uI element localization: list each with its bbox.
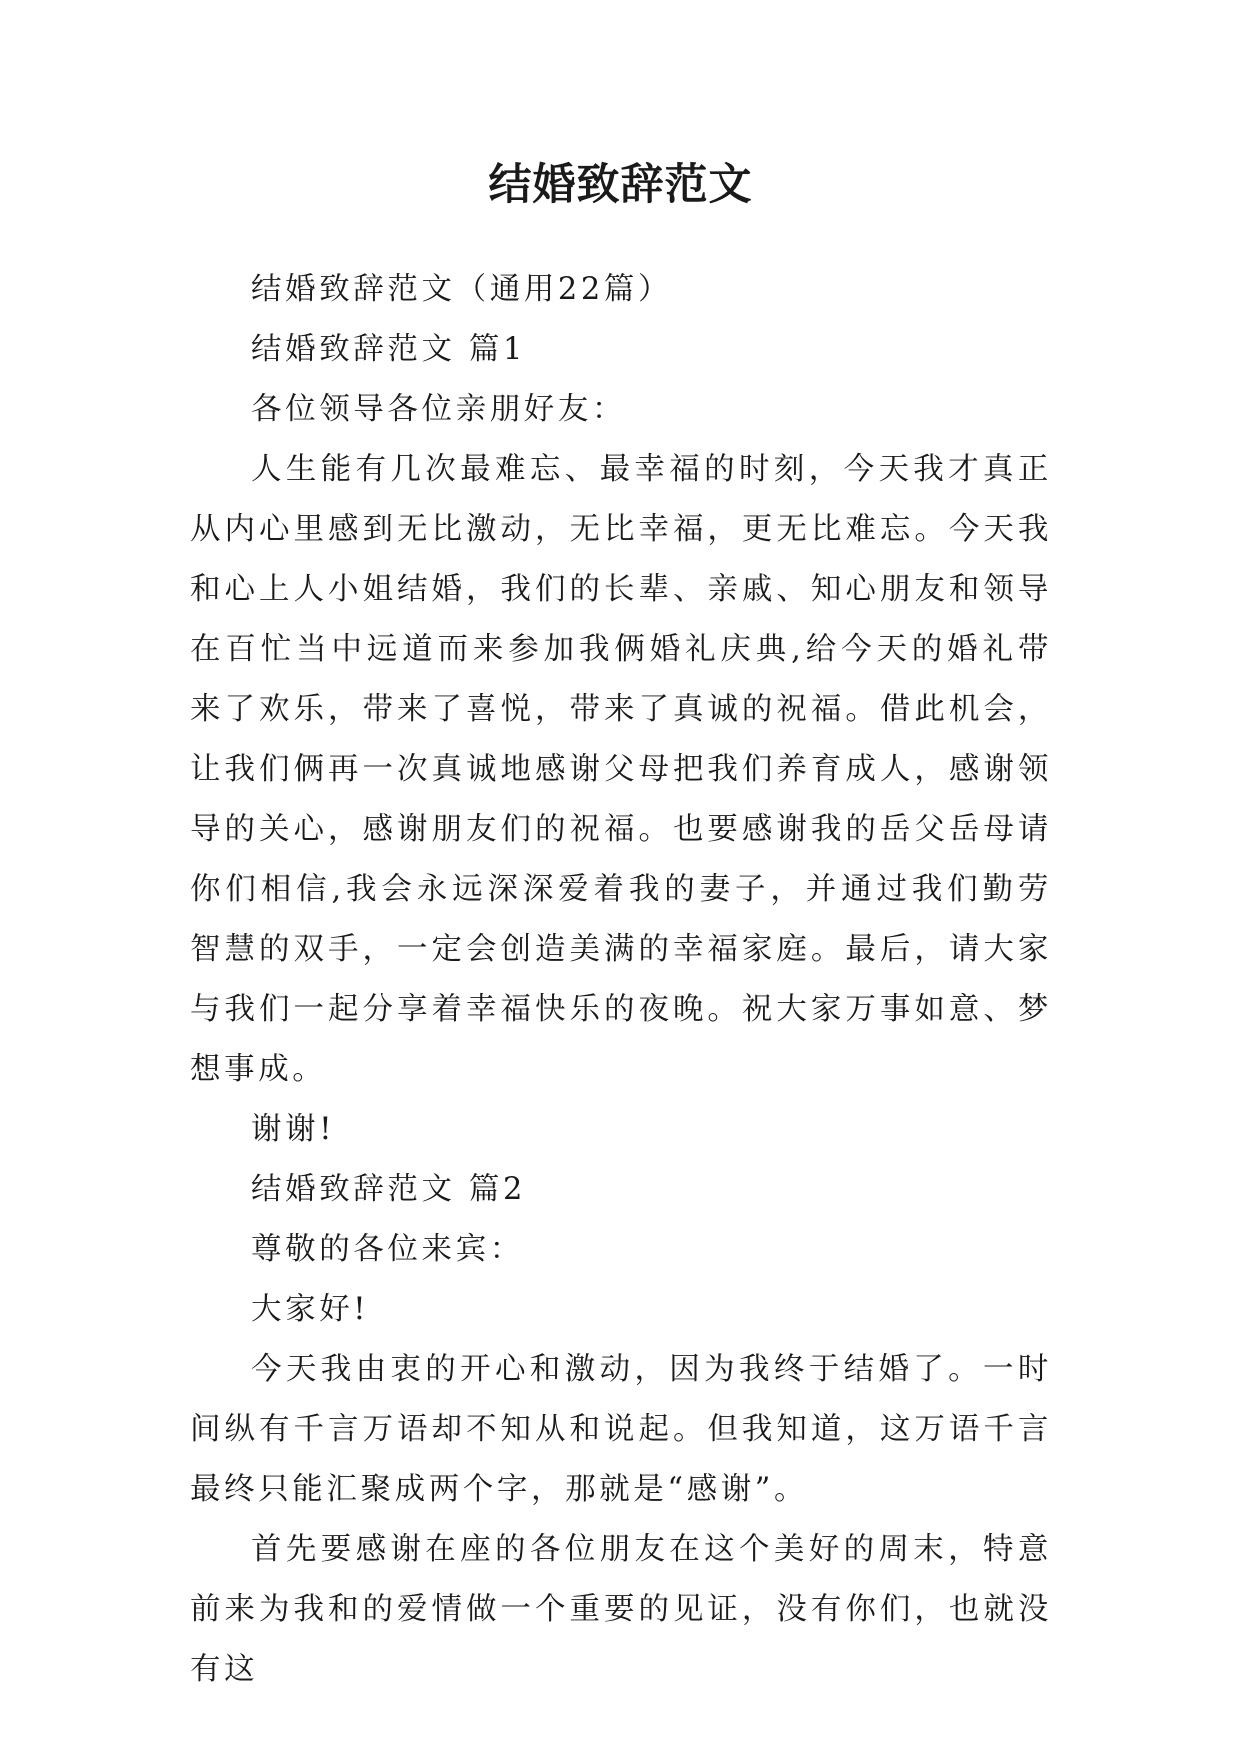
thanks-paragraph: 谢谢! (251, 1112, 336, 1147)
body-paragraph: 人生能有几次最难忘、最幸福的时刻，今天我才真正从内心里感到无比激动，无比幸福，更无比难忘。今天我和心上人小姐结婚，我们的长辈、亲戚、知心朋友和领导在百忙当中远道而来参加我俩婚礼庆典,给今天的婚礼带来了欢乐，带来了喜悦，带来了真诚的祝福。借此机会，让我们俩再一次真诚地感谢父母把我们养育成人，感谢领导的关心，感谢朋友们的祝福。也要感谢我的岳父岳母请你们相信,我会永远深深爱着我的妻子，并通过我们勤劳智慧的双手，一定会创造美满的幸福家庭。最后，请大家与我们一起分享着幸福快乐的夜晚。祝大家万事如意、梦想事成。 (190, 452, 1052, 1087)
salutation-paragraph: 各位领导各位亲朋好友： (251, 392, 627, 427)
document-body (190, 260, 1052, 1700)
body-paragraph: 首先要感谢在座的各位朋友在这个美好的周末，特意前来为我和的爱情做一个重要的见证，没有你们，也就没有这 (190, 1532, 1052, 1687)
section-heading-1: 结婚致辞范文 篇1 (251, 332, 526, 367)
greeting-paragraph: 大家好! (251, 1292, 370, 1327)
document-title: 结婚致辞范文 (488, 160, 753, 210)
section-heading-2: 结婚致辞范文 篇2 (251, 1172, 526, 1207)
salutation-paragraph: 尊敬的各位来宾： (251, 1232, 524, 1267)
subtitle-paragraph: 结婚致辞范文（通用22篇） (251, 272, 673, 307)
body-paragraph: 今天我由衷的开心和激动，因为我终于结婚了。一时间纵有千言万语却不知从和说起。但我知道，这万语千言最终只能汇聚成两个字，那就是“感谢”。 (190, 1352, 1052, 1507)
